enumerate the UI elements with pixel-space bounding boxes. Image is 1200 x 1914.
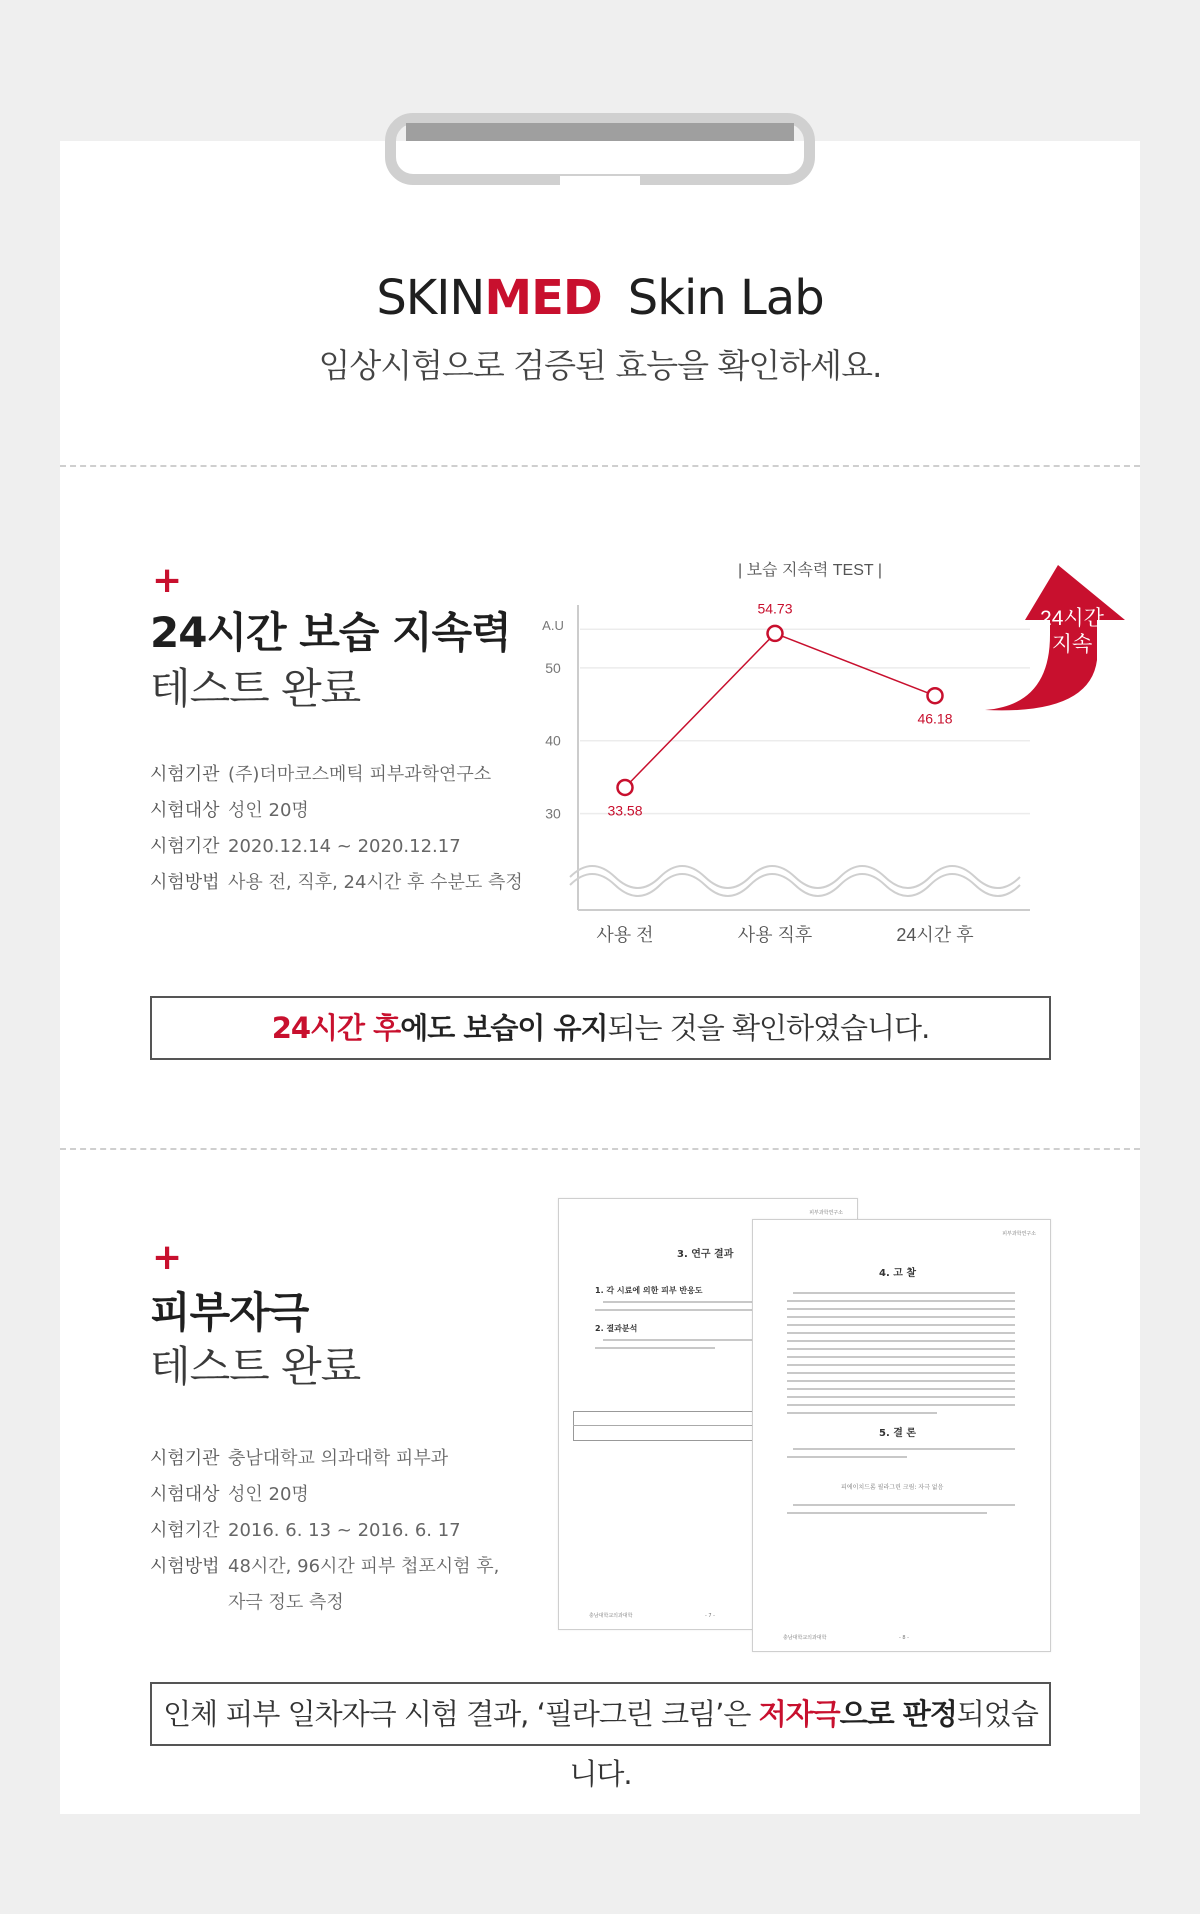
divider-2 [60, 1148, 1140, 1150]
doc-text-line [787, 1372, 1015, 1374]
doc-text-line [787, 1316, 1015, 1318]
info-label: 시험기관 [150, 764, 220, 785]
logo-lab-text: Skin Lab [627, 270, 824, 326]
chart-data-label: 33.58 [607, 802, 643, 819]
doc-text-line [787, 1396, 1015, 1398]
info-label: 시험기관 [150, 1448, 220, 1469]
info-value: 자극 정도 측정 [228, 1592, 344, 1613]
doc-text-line [787, 1388, 1015, 1390]
page-subtitle: 임상시험으로 검증된 효능을 확인하세요. [318, 346, 882, 385]
doc-table [573, 1411, 759, 1441]
doc-header-mark: 피부과학연구소 [1002, 1231, 1036, 1237]
arrow-label-line2: 지속 [1051, 633, 1093, 656]
section2-result-text: 으로 [839, 1697, 903, 1731]
section1-result-text: 보습이 유지 [463, 1011, 608, 1045]
doc-subheading: 2. 결과분석 [595, 1324, 638, 1333]
doc-text-line [787, 1380, 1015, 1382]
info-label: 시험방법 [150, 1556, 220, 1577]
section2-info-row [150, 1444, 448, 1470]
section2-plus-icon: + [152, 1237, 183, 1278]
section2-result-text: 되었습니다. [569, 1697, 1038, 1791]
doc-conclusion: 피에이치드롬 필라그린 크림: 자극 없음 [841, 1484, 944, 1491]
divider-1 [60, 465, 1140, 467]
chart-y-tick-label: 40 [545, 732, 561, 749]
chart-y-label: A.U [542, 618, 564, 633]
section1-info-row [150, 868, 523, 894]
clipboard-clip-notch [560, 176, 640, 194]
chart-title: | 보습 지속력 TEST | [738, 562, 882, 579]
info-value: 2016. 6. 13 ~ 2016. 6. 17 [228, 1520, 461, 1541]
doc-text-line [787, 1308, 1015, 1310]
info-label: 시험기간 [150, 836, 220, 857]
chart-y-ticks [545, 660, 561, 822]
section2-result-text: 저자극 [758, 1697, 840, 1731]
doc-text-line [595, 1347, 715, 1349]
doc-text-line [793, 1504, 1015, 1506]
section2-result-text: 판정 [902, 1697, 957, 1731]
doc-page-number: - 8 - [899, 1635, 909, 1641]
section1-info-row [150, 796, 309, 822]
doc-heading: 5. 결 론 [879, 1428, 917, 1439]
section1-plus-icon: + [152, 560, 183, 601]
chart-x-tick-label: 24시간 후 [896, 925, 974, 945]
chart-x-tick-label: 사용 직후 [737, 925, 813, 945]
logo-med-text: ME [484, 270, 563, 326]
doc-text-line [787, 1340, 1015, 1342]
chart-data-label: 46.18 [917, 710, 953, 727]
doc-table-line [573, 1425, 759, 1426]
chart-data-point [768, 626, 783, 641]
doc-text-line [595, 1309, 755, 1311]
arrow-label-line1: 24시간 [1040, 607, 1104, 630]
info-label: 시험방법 [150, 872, 220, 893]
section1-subtitle: 테스트 완료 [150, 664, 361, 713]
moisture-line-chart [530, 555, 1130, 955]
brand-logo [0, 270, 1200, 326]
doc-text-line [793, 1292, 1015, 1294]
doc-header-mark: 피부과학연구소 [809, 1210, 843, 1216]
section2-info-row [150, 1588, 344, 1614]
doc-text-line [787, 1512, 987, 1514]
chart-gridlines [580, 629, 1030, 813]
section2-result-text: 인체 피부 일차자극 시험 결과, ‘필라그린 크림’은 [163, 1697, 759, 1731]
chart-y-tick-label: 50 [545, 659, 561, 676]
chart-data-label: 54.73 [757, 600, 793, 617]
doc-text-line [787, 1412, 937, 1414]
doc-text-line [787, 1332, 1015, 1334]
doc-text-line [787, 1404, 1015, 1406]
info-label: 시험대상 [150, 1484, 220, 1505]
section1-info-row [150, 760, 491, 786]
doc-text-line [787, 1456, 907, 1458]
info-value: (주)더마코스메틱 피부과학연구소 [228, 764, 492, 785]
section2-subtitle: 테스트 완료 [150, 1342, 361, 1391]
info-value: 2020.12.14 ~ 2020.12.17 [228, 836, 461, 857]
info-label: 시험대상 [150, 800, 220, 821]
section1-title: 24시간 보습 지속력 [150, 608, 511, 657]
section1-result-text: 24시간 후 [271, 1011, 401, 1045]
chart-x-ticks [596, 924, 973, 945]
doc-footer: 충남대학교의과대학 [783, 1635, 827, 1641]
info-value: 사용 전, 직후, 24시간 후 수분도 측정 [228, 872, 523, 893]
doc-heading: 4. 고 찰 [879, 1268, 917, 1279]
doc-text-line [787, 1300, 1015, 1302]
chart-series-line [625, 633, 935, 787]
doc-text-line [603, 1301, 753, 1303]
info-value: 48시간, 96시간 피부 첩포시험 후, [228, 1556, 500, 1577]
chart-data-point [928, 688, 943, 703]
doc-subheading: 1. 각 시료에 의한 피부 반응도 [595, 1286, 703, 1295]
doc-text-line [787, 1324, 1015, 1326]
section1-result-text: 되는 것을 확인하였습니다. [607, 1011, 930, 1045]
doc-text-line [603, 1339, 753, 1341]
chart-data-point [618, 780, 633, 795]
doc-footer: 충남대학교의과대학 [589, 1613, 633, 1619]
info-value: 성인 20명 [228, 800, 309, 821]
info-value: 성인 20명 [228, 1484, 309, 1505]
section1-result-text: 에도 [400, 1011, 464, 1045]
chart-series [607, 600, 952, 818]
info-value: 충남대학교 의과대학 피부과 [228, 1448, 449, 1469]
section2-info-row [150, 1516, 461, 1542]
info-label: 시험기간 [150, 1520, 220, 1541]
logo-plus-d: D [562, 270, 602, 326]
chart-x-tick-label: 사용 전 [596, 925, 654, 945]
report-document-front [752, 1219, 1051, 1652]
doc-page-number: - 7 - [705, 1613, 715, 1619]
doc-text-line [793, 1448, 1015, 1450]
section2-result-box [150, 1682, 1051, 1791]
section1-result-box [150, 996, 1051, 1060]
section2-info-row [150, 1480, 309, 1506]
doc-text-line [787, 1348, 1015, 1350]
doc-heading: 3. 연구 결과 [677, 1249, 734, 1260]
section2-title: 피부자극 [150, 1288, 309, 1337]
logo-skin-text: SKIN [376, 270, 485, 326]
doc-text-line [787, 1356, 1015, 1358]
section2-info-row [150, 1552, 499, 1578]
clipboard-clip-bar [406, 123, 794, 141]
chart-y-tick-label: 30 [545, 805, 561, 822]
section1-info-row [150, 832, 461, 858]
doc-text-line [787, 1364, 1015, 1366]
